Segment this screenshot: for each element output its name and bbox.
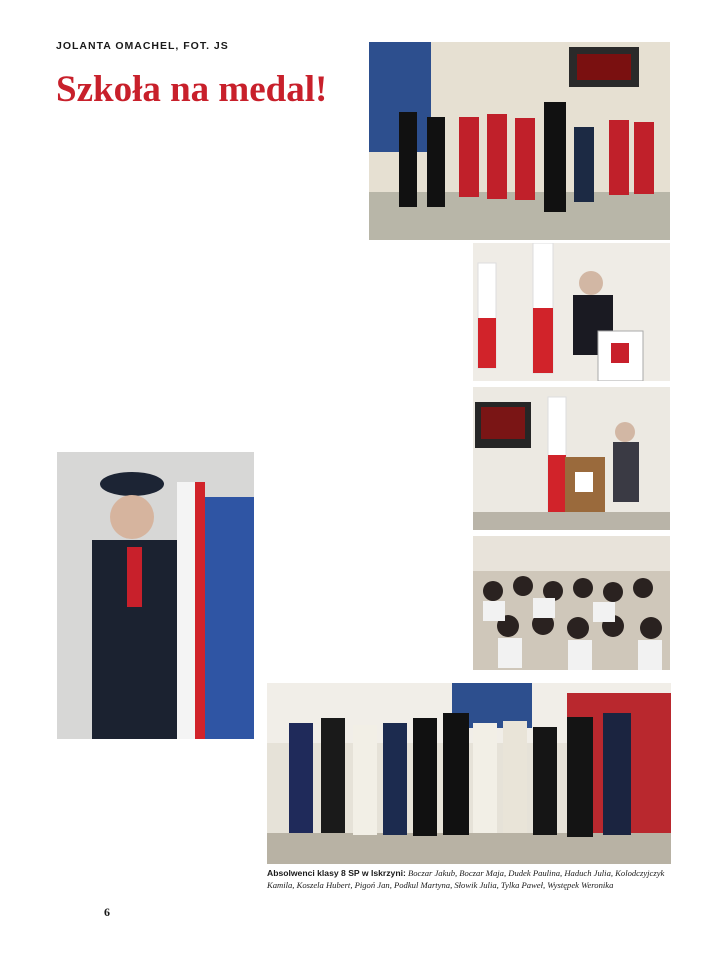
text-column-4 [56,746,254,896]
photo-audience [473,536,670,670]
photo-graduates [267,683,671,864]
text-column-2 [264,133,361,243]
photo-caption [267,867,671,891]
caption-names: Boczar Jakub, Boczar Maja, Dudek Paulina, Haduch Julia, Kolodczyjczyk Kamila, Koszela Hubert, Pigoń Jan, Podkul Martyna, Słowik Julia, Tylka Paweł, Występek Weronika [267,868,665,890]
photo-firefighter-banner [57,452,254,739]
photo-students-performance [369,42,670,240]
text-column-3 [264,247,464,675]
headline: Szkoła na medal! [56,69,328,110]
caption-lead: Absolwenci klasy 8 SP w Iskrzyni: [267,868,406,878]
photo-speaker-podium [473,243,670,381]
photo-stage-screen [473,387,670,530]
byline: JOLANTA OMACHEL, FOT. JS [56,40,229,52]
page-number: 6 [104,905,110,919]
text-column-1 [56,133,254,388]
